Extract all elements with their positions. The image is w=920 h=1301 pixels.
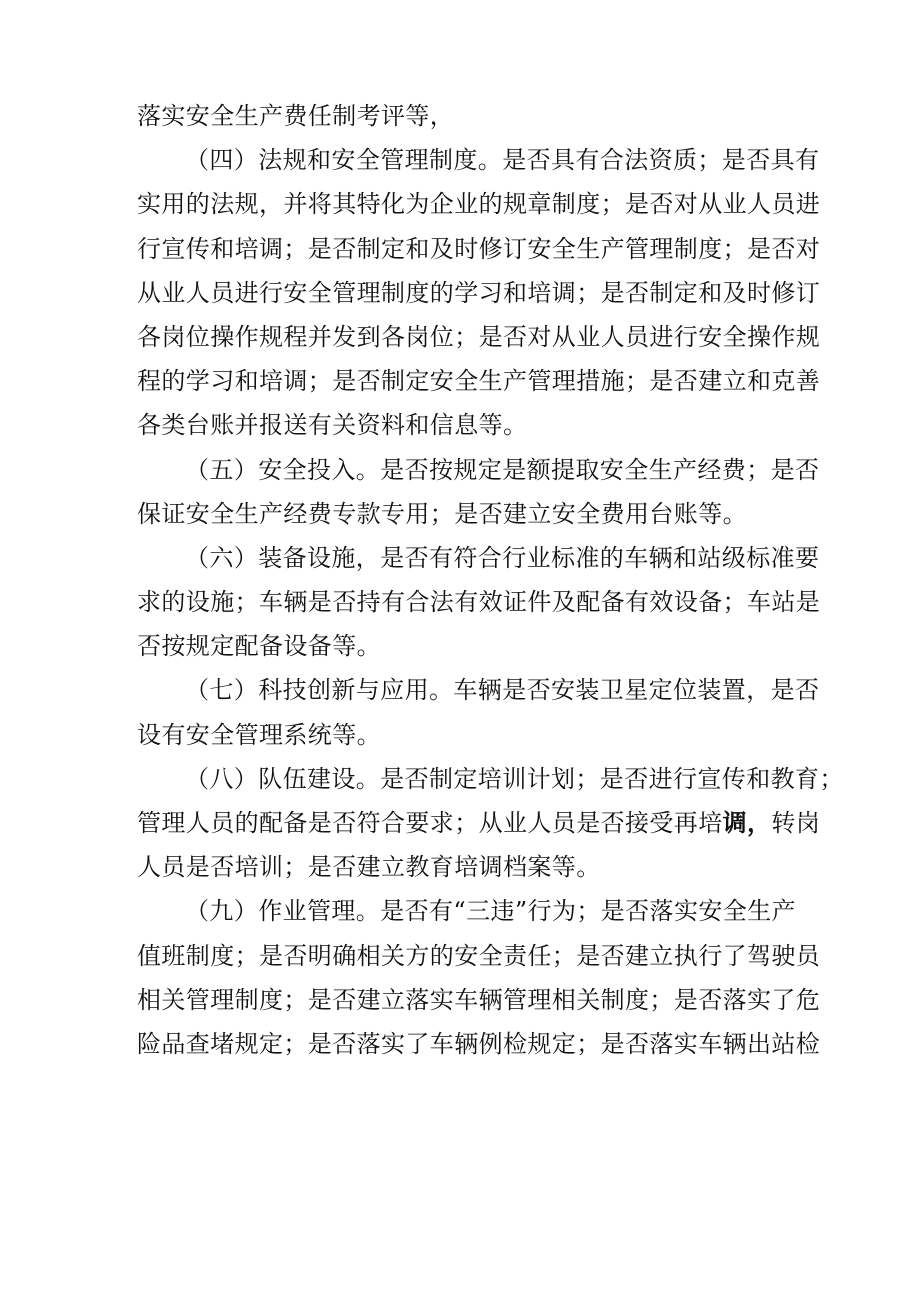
text-line: 程的学习和培调；是否制定安全生产管理措施；是否建立和克善 [137,367,821,396]
text-line: 人员是否培训；是否建立教育培调档案等。 [137,853,601,882]
paragraph-heading-8: （八）队伍建设。是否制定培训计划；是否进行宣传和教育； [185,764,844,793]
emphasized-text: 调， [722,808,772,837]
text-line: 各岗位操作规程并发到各岗位；是否对从业人员进行安全操作规 [137,322,821,351]
paragraph-heading-6: （六）装备设施，是否有符合行业标准的车辆和站级标准要 [185,543,820,572]
text-line: 各类台账并报送有关资料和信息等。 [137,411,528,440]
text-line: 落实安全生产费任制考评等， [137,102,455,130]
paragraph-heading-7: （七）科技创新与应用。车辆是否安装卫星定位装置，是否 [185,676,820,705]
text-segment: 管理人员的配备是否符合要求；从业人员是否接受再培 [137,809,723,837]
text-line: 保证安全生产经费专款专用；是否建立安全费用台账等。 [137,499,747,528]
paragraph-heading-5: （五）安全投入。是否按规定是额提取安全生产经费；是否 [185,455,820,484]
text-line: 从业人员进行安全管理制度的学习和培调；是否制定和及时修订 [137,278,821,307]
text-line: 实用的法规，并将其特化为企业的规章制度；是否对从业人员进 [137,190,821,219]
text-line: 值班制度；是否明确相关方的安全责任；是否建立执行了驾驶员 [137,941,821,970]
text-segment: 转岗 [771,809,821,837]
text-line: 否按规定配备设备等。 [137,632,381,661]
text-line: 求的设施；车辆是否持有合法有效证件及配备有效设备；车站是 [137,588,821,617]
text-line: 相关管理制度；是否建立落实车辆管理相关制度；是否落实了危 [137,985,821,1014]
text-line: 险品查堵规定；是否落实了车辆例检规定；是否落实车辆出站检 [137,1029,821,1058]
paragraph-heading-9: （九）作业管理。是否有“三违”行为；是否落实安全生产 [185,897,796,926]
text-line: 行宣传和培调；是否制定和及时修订安全生产管理制度；是否对 [137,234,821,263]
paragraph-heading-4: （四）法规和安全管理制度。是否具有合法资质；是否具有 [185,146,820,175]
text-line: 设有安全管理系统等。 [137,720,381,749]
document-body [137,94,844,1066]
text-line [137,801,821,845]
